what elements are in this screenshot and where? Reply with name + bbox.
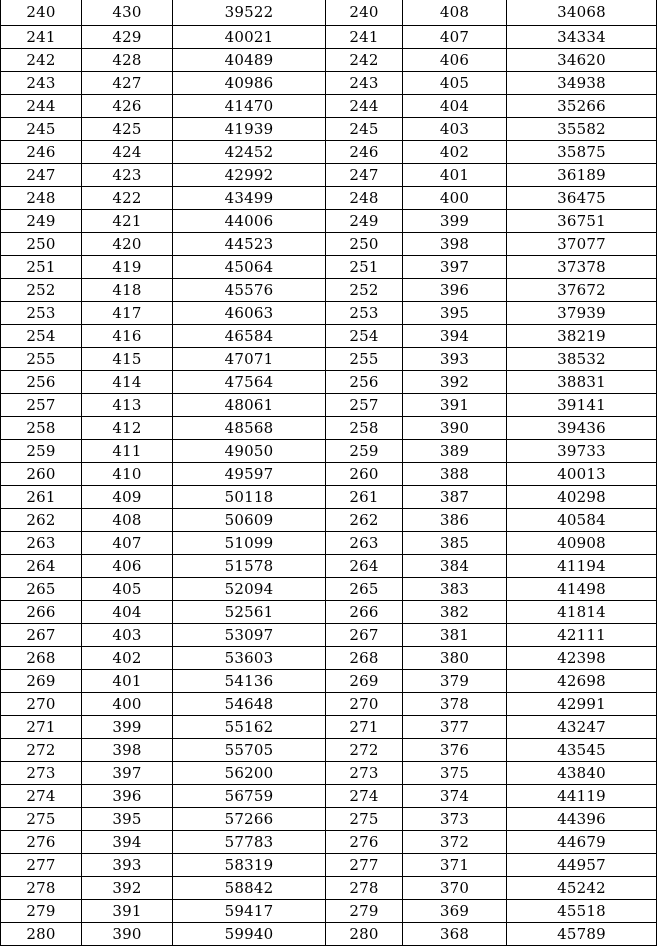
cell-rank-b: 247 (326, 164, 403, 187)
cell-cumulative-b: 43247 (507, 716, 657, 739)
cell-cumulative-a: 41939 (173, 118, 326, 141)
cell-cumulative-a: 39522 (173, 0, 326, 26)
cell-cumulative-b: 45242 (507, 877, 657, 900)
cell-rank-a: 272 (1, 739, 82, 762)
cell-rank-a: 247 (1, 164, 82, 187)
cell-cumulative-b: 34938 (507, 72, 657, 95)
cell-rank-b: 241 (326, 26, 403, 49)
cell-rank-a: 264 (1, 555, 82, 578)
cell-cumulative-b: 42111 (507, 624, 657, 647)
cell-score-b: 393 (403, 348, 507, 371)
cell-score-b: 384 (403, 555, 507, 578)
cell-score-a: 430 (82, 0, 173, 26)
table-row (1, 325, 657, 348)
cell-rank-a: 274 (1, 785, 82, 808)
cell-rank-a: 269 (1, 670, 82, 693)
cell-score-a: 428 (82, 49, 173, 72)
cell-rank-a: 266 (1, 601, 82, 624)
cell-rank-b: 264 (326, 555, 403, 578)
table-row (1, 0, 657, 26)
cell-rank-a: 263 (1, 532, 82, 555)
cell-cumulative-a: 40021 (173, 26, 326, 49)
cell-cumulative-a: 58842 (173, 877, 326, 900)
cell-rank-b: 269 (326, 670, 403, 693)
cell-cumulative-a: 54136 (173, 670, 326, 693)
cell-score-a: 415 (82, 348, 173, 371)
cell-score-a: 409 (82, 486, 173, 509)
cell-score-b: 382 (403, 601, 507, 624)
cell-cumulative-b: 34334 (507, 26, 657, 49)
cell-rank-b: 256 (326, 371, 403, 394)
table-row (1, 831, 657, 854)
cell-rank-a: 250 (1, 233, 82, 256)
cell-rank-a: 275 (1, 808, 82, 831)
table-row (1, 49, 657, 72)
cell-cumulative-b: 43545 (507, 739, 657, 762)
cell-score-b: 405 (403, 72, 507, 95)
cell-rank-a: 277 (1, 854, 82, 877)
cell-cumulative-a: 47564 (173, 371, 326, 394)
cell-score-b: 400 (403, 187, 507, 210)
cell-rank-b: 253 (326, 302, 403, 325)
cell-score-a: 400 (82, 693, 173, 716)
cell-score-b: 389 (403, 440, 507, 463)
cell-rank-a: 249 (1, 210, 82, 233)
cell-score-a: 392 (82, 877, 173, 900)
cell-cumulative-a: 44523 (173, 233, 326, 256)
cell-cumulative-a: 52561 (173, 601, 326, 624)
cell-score-a: 422 (82, 187, 173, 210)
cell-rank-a: 265 (1, 578, 82, 601)
cell-score-a: 396 (82, 785, 173, 808)
cell-score-a: 411 (82, 440, 173, 463)
cell-score-b: 372 (403, 831, 507, 854)
cell-score-a: 416 (82, 325, 173, 348)
cell-rank-a: 260 (1, 463, 82, 486)
cell-score-b: 391 (403, 394, 507, 417)
cell-score-a: 406 (82, 555, 173, 578)
cell-cumulative-b: 41814 (507, 601, 657, 624)
cell-cumulative-a: 56200 (173, 762, 326, 785)
table-row (1, 348, 657, 371)
cell-rank-b: 266 (326, 601, 403, 624)
cell-score-b: 402 (403, 141, 507, 164)
cell-score-a: 425 (82, 118, 173, 141)
cell-rank-b: 275 (326, 808, 403, 831)
table-row (1, 923, 657, 946)
cell-score-b: 404 (403, 95, 507, 118)
cell-cumulative-a: 51099 (173, 532, 326, 555)
cell-cumulative-a: 40986 (173, 72, 326, 95)
cell-cumulative-b: 45789 (507, 923, 657, 946)
cell-rank-a: 267 (1, 624, 82, 647)
table-row (1, 187, 657, 210)
cell-score-a: 399 (82, 716, 173, 739)
cell-score-b: 369 (403, 900, 507, 923)
cell-cumulative-a: 48061 (173, 394, 326, 417)
cell-score-a: 395 (82, 808, 173, 831)
cell-cumulative-a: 58319 (173, 854, 326, 877)
cell-cumulative-b: 40298 (507, 486, 657, 509)
cell-cumulative-a: 57783 (173, 831, 326, 854)
cell-rank-b: 261 (326, 486, 403, 509)
cell-rank-b: 243 (326, 72, 403, 95)
cell-score-b: 385 (403, 532, 507, 555)
cell-score-b: 383 (403, 578, 507, 601)
table-row (1, 854, 657, 877)
cell-cumulative-a: 45064 (173, 256, 326, 279)
cell-score-a: 419 (82, 256, 173, 279)
cell-rank-b: 273 (326, 762, 403, 785)
cell-cumulative-a: 50609 (173, 509, 326, 532)
table-row (1, 26, 657, 49)
cell-score-a: 421 (82, 210, 173, 233)
cell-cumulative-b: 37077 (507, 233, 657, 256)
cell-cumulative-a: 56759 (173, 785, 326, 808)
cell-cumulative-a: 45576 (173, 279, 326, 302)
cell-cumulative-a: 55705 (173, 739, 326, 762)
cell-cumulative-b: 44119 (507, 785, 657, 808)
cell-score-a: 412 (82, 417, 173, 440)
table-row (1, 555, 657, 578)
cell-cumulative-b: 38831 (507, 371, 657, 394)
cell-cumulative-b: 38219 (507, 325, 657, 348)
table-row (1, 693, 657, 716)
cell-cumulative-b: 39436 (507, 417, 657, 440)
table-row (1, 509, 657, 532)
cell-score-a: 405 (82, 578, 173, 601)
cell-score-a: 402 (82, 647, 173, 670)
cell-rank-a: 256 (1, 371, 82, 394)
table-row (1, 118, 657, 141)
cell-score-b: 380 (403, 647, 507, 670)
cell-score-b: 408 (403, 0, 507, 26)
cell-rank-b: 240 (326, 0, 403, 26)
cell-rank-b: 267 (326, 624, 403, 647)
cell-score-b: 371 (403, 854, 507, 877)
cell-score-a: 413 (82, 394, 173, 417)
cell-rank-b: 263 (326, 532, 403, 555)
cell-cumulative-a: 42452 (173, 141, 326, 164)
cell-cumulative-b: 35875 (507, 141, 657, 164)
cell-rank-a: 254 (1, 325, 82, 348)
cell-score-a: 398 (82, 739, 173, 762)
cell-cumulative-b: 39733 (507, 440, 657, 463)
cell-rank-b: 260 (326, 463, 403, 486)
cell-rank-b: 246 (326, 141, 403, 164)
cell-cumulative-b: 45518 (507, 900, 657, 923)
cell-score-b: 406 (403, 49, 507, 72)
cell-rank-b: 265 (326, 578, 403, 601)
cell-rank-b: 278 (326, 877, 403, 900)
cell-cumulative-b: 38532 (507, 348, 657, 371)
cell-score-b: 390 (403, 417, 507, 440)
table-row (1, 785, 657, 808)
cell-cumulative-b: 42398 (507, 647, 657, 670)
cell-rank-a: 240 (1, 0, 82, 26)
cell-score-a: 394 (82, 831, 173, 854)
cell-cumulative-b: 44957 (507, 854, 657, 877)
cell-cumulative-a: 40489 (173, 49, 326, 72)
table-row (1, 808, 657, 831)
table-row (1, 716, 657, 739)
cell-score-b: 399 (403, 210, 507, 233)
cell-score-a: 403 (82, 624, 173, 647)
cell-cumulative-a: 49050 (173, 440, 326, 463)
cell-rank-a: 258 (1, 417, 82, 440)
table-row (1, 578, 657, 601)
cell-score-a: 423 (82, 164, 173, 187)
cell-score-b: 370 (403, 877, 507, 900)
cell-score-b: 376 (403, 739, 507, 762)
table-row (1, 670, 657, 693)
cell-rank-a: 243 (1, 72, 82, 95)
cell-cumulative-a: 41470 (173, 95, 326, 118)
cell-score-b: 407 (403, 26, 507, 49)
table-row (1, 394, 657, 417)
cell-score-b: 394 (403, 325, 507, 348)
cell-rank-a: 241 (1, 26, 82, 49)
cell-score-b: 378 (403, 693, 507, 716)
cell-score-a: 429 (82, 26, 173, 49)
cell-cumulative-a: 49597 (173, 463, 326, 486)
cell-rank-b: 258 (326, 417, 403, 440)
table-row (1, 72, 657, 95)
cell-rank-a: 273 (1, 762, 82, 785)
cell-score-b: 375 (403, 762, 507, 785)
cell-rank-b: 280 (326, 923, 403, 946)
cell-score-b: 374 (403, 785, 507, 808)
cell-cumulative-b: 40013 (507, 463, 657, 486)
cell-cumulative-b: 34068 (507, 0, 657, 26)
cell-rank-a: 280 (1, 923, 82, 946)
cell-rank-a: 278 (1, 877, 82, 900)
table-row (1, 302, 657, 325)
table-row (1, 463, 657, 486)
cell-score-b: 387 (403, 486, 507, 509)
cell-cumulative-b: 42698 (507, 670, 657, 693)
cell-rank-b: 248 (326, 187, 403, 210)
cell-cumulative-b: 36189 (507, 164, 657, 187)
cell-rank-b: 268 (326, 647, 403, 670)
cell-cumulative-a: 57266 (173, 808, 326, 831)
cell-rank-b: 242 (326, 49, 403, 72)
cell-rank-b: 262 (326, 509, 403, 532)
cell-rank-b: 271 (326, 716, 403, 739)
cell-rank-b: 270 (326, 693, 403, 716)
cell-cumulative-b: 37378 (507, 256, 657, 279)
cell-score-b: 403 (403, 118, 507, 141)
cell-rank-b: 252 (326, 279, 403, 302)
cell-rank-a: 246 (1, 141, 82, 164)
cell-score-a: 393 (82, 854, 173, 877)
cell-rank-a: 255 (1, 348, 82, 371)
cell-rank-b: 272 (326, 739, 403, 762)
cell-score-b: 386 (403, 509, 507, 532)
cell-score-a: 418 (82, 279, 173, 302)
table-row (1, 233, 657, 256)
cell-score-a: 391 (82, 900, 173, 923)
cell-rank-b: 276 (326, 831, 403, 854)
cell-score-a: 427 (82, 72, 173, 95)
cell-score-b: 392 (403, 371, 507, 394)
cell-rank-b: 257 (326, 394, 403, 417)
cell-score-b: 395 (403, 302, 507, 325)
cell-score-b: 368 (403, 923, 507, 946)
cell-rank-b: 274 (326, 785, 403, 808)
cell-score-a: 401 (82, 670, 173, 693)
cell-cumulative-a: 55162 (173, 716, 326, 739)
cell-cumulative-b: 36751 (507, 210, 657, 233)
table-row (1, 141, 657, 164)
cell-cumulative-b: 35582 (507, 118, 657, 141)
cell-rank-a: 252 (1, 279, 82, 302)
table-row (1, 532, 657, 555)
cell-cumulative-a: 50118 (173, 486, 326, 509)
cell-cumulative-b: 34620 (507, 49, 657, 72)
cell-score-b: 388 (403, 463, 507, 486)
cell-score-a: 408 (82, 509, 173, 532)
cell-score-b: 401 (403, 164, 507, 187)
cell-cumulative-b: 37939 (507, 302, 657, 325)
cell-cumulative-b: 39141 (507, 394, 657, 417)
cell-cumulative-b: 35266 (507, 95, 657, 118)
table-row (1, 164, 657, 187)
cell-rank-b: 254 (326, 325, 403, 348)
cell-score-a: 397 (82, 762, 173, 785)
cell-rank-a: 244 (1, 95, 82, 118)
cell-cumulative-b: 40584 (507, 509, 657, 532)
cell-score-b: 398 (403, 233, 507, 256)
cell-rank-a: 259 (1, 440, 82, 463)
table-row (1, 762, 657, 785)
cell-cumulative-b: 41194 (507, 555, 657, 578)
cell-score-a: 426 (82, 95, 173, 118)
cell-rank-a: 245 (1, 118, 82, 141)
cell-rank-b: 244 (326, 95, 403, 118)
cell-score-a: 414 (82, 371, 173, 394)
cell-rank-a: 268 (1, 647, 82, 670)
cell-cumulative-a: 54648 (173, 693, 326, 716)
cell-score-a: 410 (82, 463, 173, 486)
cell-score-b: 396 (403, 279, 507, 302)
cell-cumulative-a: 59940 (173, 923, 326, 946)
table-row (1, 877, 657, 900)
cell-rank-b: 277 (326, 854, 403, 877)
cell-cumulative-a: 43499 (173, 187, 326, 210)
cell-rank-b: 259 (326, 440, 403, 463)
table-row (1, 417, 657, 440)
cell-rank-a: 261 (1, 486, 82, 509)
cell-rank-b: 245 (326, 118, 403, 141)
cell-rank-a: 251 (1, 256, 82, 279)
table-row (1, 279, 657, 302)
cell-cumulative-a: 53603 (173, 647, 326, 670)
cell-cumulative-b: 43840 (507, 762, 657, 785)
cell-cumulative-a: 44006 (173, 210, 326, 233)
cell-cumulative-a: 59417 (173, 900, 326, 923)
cell-score-a: 424 (82, 141, 173, 164)
cell-score-b: 377 (403, 716, 507, 739)
table-row (1, 95, 657, 118)
table-row (1, 371, 657, 394)
cell-score-b: 397 (403, 256, 507, 279)
cell-score-b: 373 (403, 808, 507, 831)
cell-cumulative-a: 46584 (173, 325, 326, 348)
cell-rank-a: 253 (1, 302, 82, 325)
cell-score-b: 379 (403, 670, 507, 693)
cell-cumulative-a: 42992 (173, 164, 326, 187)
table-row (1, 739, 657, 762)
cell-rank-b: 255 (326, 348, 403, 371)
cell-cumulative-b: 41498 (507, 578, 657, 601)
cell-rank-b: 279 (326, 900, 403, 923)
cell-rank-b: 251 (326, 256, 403, 279)
cell-rank-a: 262 (1, 509, 82, 532)
cell-score-a: 407 (82, 532, 173, 555)
cell-score-b: 381 (403, 624, 507, 647)
table-row (1, 440, 657, 463)
cell-rank-b: 249 (326, 210, 403, 233)
cell-score-a: 420 (82, 233, 173, 256)
cell-rank-a: 248 (1, 187, 82, 210)
cell-cumulative-a: 52094 (173, 578, 326, 601)
cell-rank-b: 250 (326, 233, 403, 256)
cell-cumulative-a: 53097 (173, 624, 326, 647)
cell-score-a: 404 (82, 601, 173, 624)
cell-cumulative-a: 48568 (173, 417, 326, 440)
table-row (1, 624, 657, 647)
table-row (1, 601, 657, 624)
cell-rank-a: 271 (1, 716, 82, 739)
cell-cumulative-b: 44396 (507, 808, 657, 831)
cell-score-a: 390 (82, 923, 173, 946)
table-row (1, 210, 657, 233)
cell-score-a: 417 (82, 302, 173, 325)
table-row (1, 256, 657, 279)
cell-rank-a: 276 (1, 831, 82, 854)
cell-cumulative-b: 36475 (507, 187, 657, 210)
cell-cumulative-b: 37672 (507, 279, 657, 302)
table-body (1, 0, 657, 946)
cell-rank-a: 279 (1, 900, 82, 923)
cell-cumulative-b: 40908 (507, 532, 657, 555)
cell-cumulative-a: 47071 (173, 348, 326, 371)
cell-rank-a: 270 (1, 693, 82, 716)
cell-cumulative-a: 46063 (173, 302, 326, 325)
cell-rank-a: 242 (1, 49, 82, 72)
cell-cumulative-a: 51578 (173, 555, 326, 578)
cell-rank-a: 257 (1, 394, 82, 417)
table-row (1, 900, 657, 923)
cell-cumulative-b: 44679 (507, 831, 657, 854)
table-row (1, 486, 657, 509)
cell-cumulative-b: 42991 (507, 693, 657, 716)
table-row (1, 647, 657, 670)
